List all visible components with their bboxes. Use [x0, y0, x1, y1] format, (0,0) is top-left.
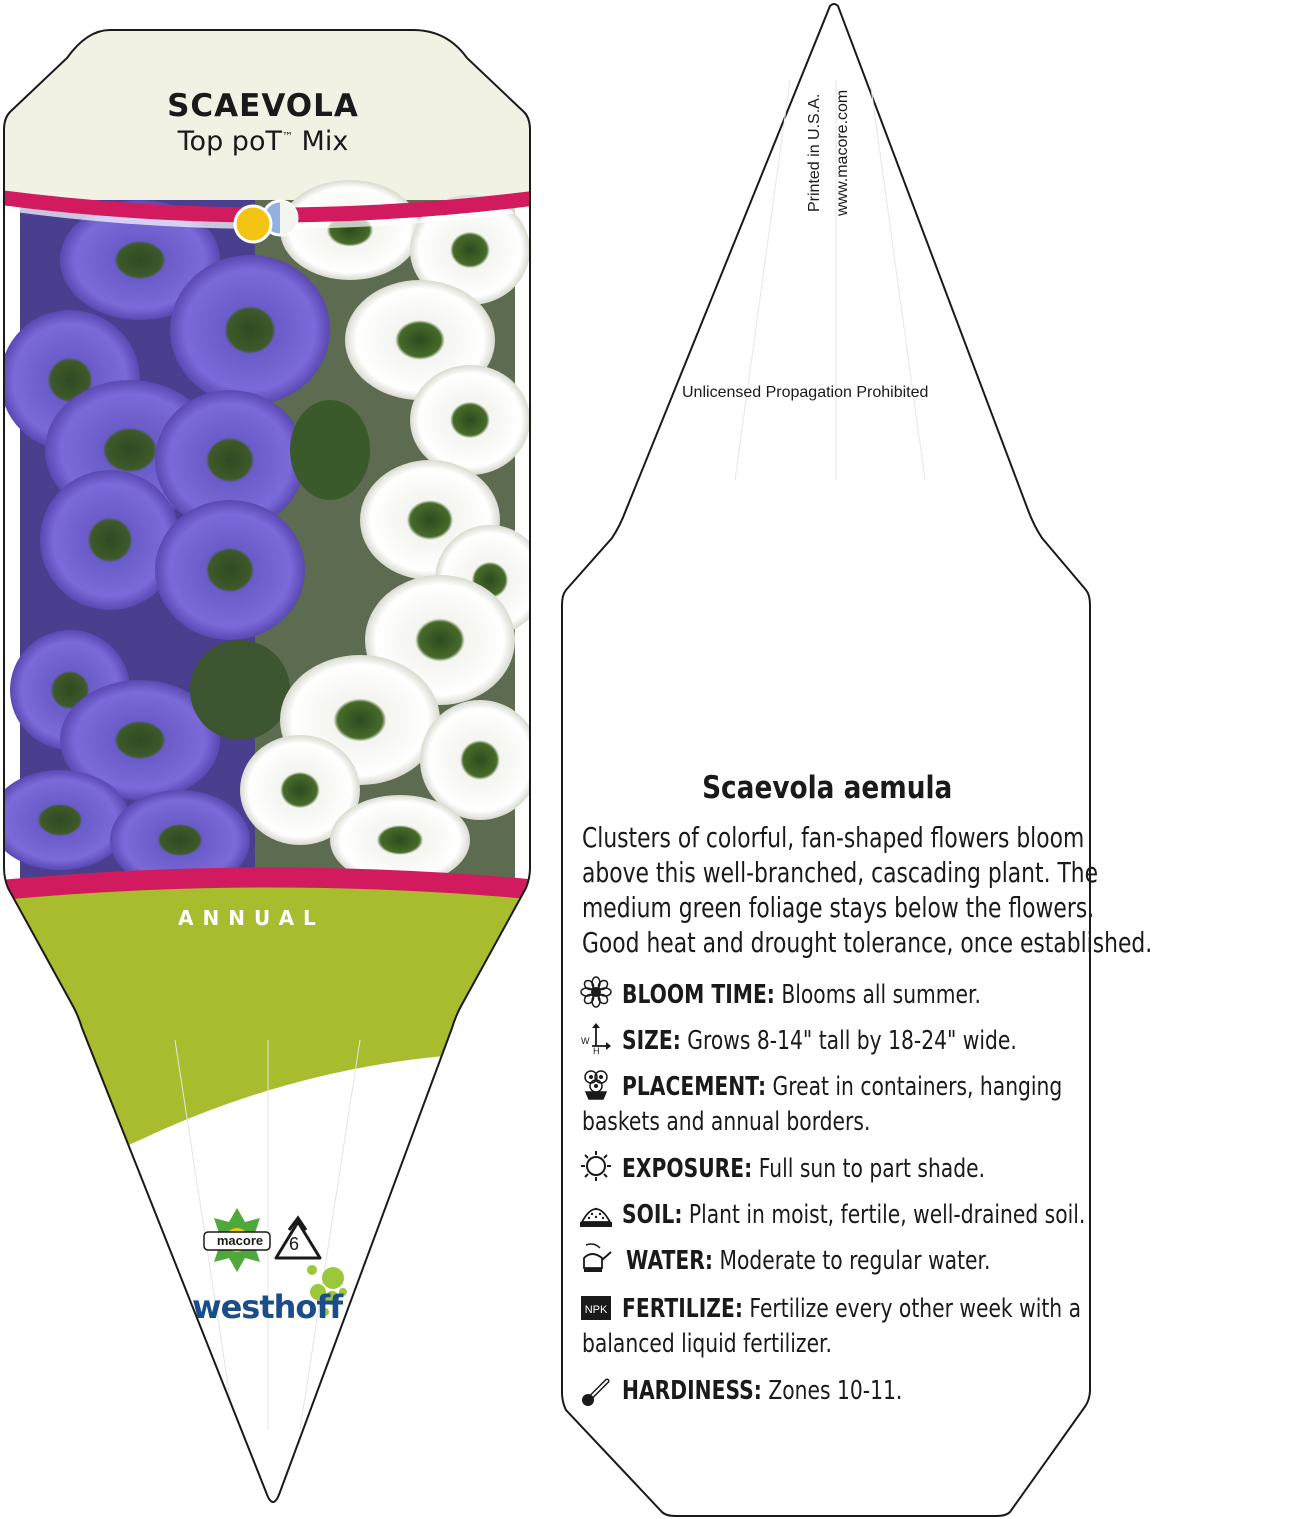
back-tag-outline	[562, 4, 1090, 1516]
macore-logo-text: macore	[216, 1233, 264, 1248]
fertilize-row-line-2: balanced liquid fertilizer.	[582, 1329, 832, 1359]
botanical-name	[562, 770, 1092, 806]
placement-row-line-2: baskets and annual borders.	[582, 1107, 871, 1137]
bloom-time-row: BLOOM TIME: Blooms all summer.	[622, 980, 981, 1010]
placement-row: PLACEMENT: Great in containers, hanging	[622, 1072, 1063, 1102]
category-label: ANNUAL	[178, 906, 325, 930]
recycle-number: 6	[289, 1234, 300, 1254]
hardiness-row: HARDINESS: Zones 10-11.	[622, 1376, 903, 1406]
placement-flowers-icon	[580, 1068, 612, 1100]
npk-fertilizer-icon	[580, 1292, 612, 1324]
thermometer-icon	[580, 1376, 612, 1408]
westhoff-brand: westhoff	[192, 1288, 343, 1326]
variety-suffix: Mix	[301, 126, 349, 157]
trademark-symbol: ™	[281, 130, 293, 143]
description-line-3: medium green foliage stays below the flowers.	[582, 891, 1095, 924]
website-label: www.macore.com	[834, 89, 851, 216]
size-row: SIZE: Grows 8-14" tall by 18-24" wide.	[622, 1026, 1017, 1056]
soil-pile-icon	[580, 1196, 612, 1228]
variety-text: Top poT	[177, 126, 282, 157]
description-line-4: Good heat and drought tolerance, once established.	[582, 926, 1153, 959]
npk-icon-text: NPK	[584, 1304, 608, 1316]
size-icon-h: H	[593, 1046, 600, 1056]
bloom-flower-icon	[580, 976, 612, 1008]
sun-exposure-icon	[580, 1150, 612, 1182]
description-line-1: Clusters of colorful, fan-shaped flowers bloom	[582, 821, 1085, 854]
plant-name: SCAEVOLA	[167, 88, 359, 124]
watering-can-icon	[580, 1242, 612, 1274]
size-icon-w: W	[581, 1036, 590, 1046]
soil-row: SOIL: Plant in moist, fertile, well-drained soil.	[622, 1200, 1086, 1230]
water-row: WATER: Moderate to regular water.	[626, 1246, 991, 1276]
fertilize-row: FERTILIZE: Fertilize every other week with a	[622, 1294, 1082, 1324]
description-line-2: above this well-branched, cascading plant. The	[582, 856, 1099, 889]
printed-in-label: Printed in U.S.A.	[806, 93, 823, 212]
size-arrows-icon	[580, 1022, 612, 1054]
botanical-name-text: Scaevola aemula	[701, 770, 953, 806]
variety-name	[53, 126, 473, 157]
flower-photo-content	[0, 180, 545, 890]
propagation-notice: Unlicensed Propagation Prohibited	[682, 384, 929, 401]
exposure-row: EXPOSURE: Full sun to part shade.	[622, 1154, 986, 1184]
